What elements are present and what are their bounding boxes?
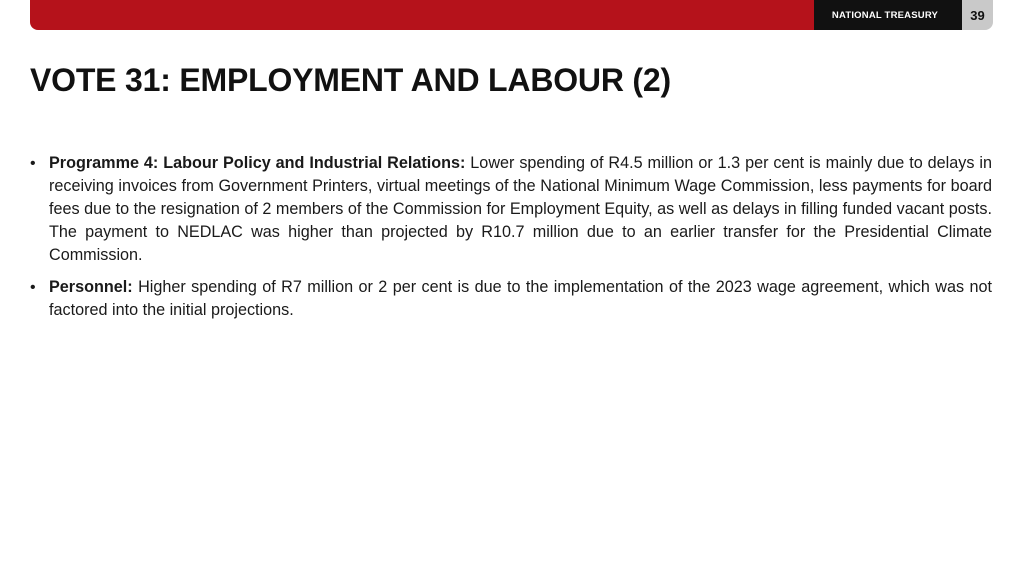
page-number: 39 — [962, 0, 993, 30]
bullet-text: Lower spending of R4.5 million or 1.3 per cent is mainly due to delays in receiving invoices from Government Printers, virtual meetings of the National Minimum Wage Commission, less payments for board fees due to the resignation of 2 members of the Commission for Employment Equity, as well as delays in filling funded vacant posts. The payment to NEDLAC was higher than projected by R10.7 million due to an earlier transfer for the Presidential Climate Commission. — [49, 154, 992, 264]
bullet-list — [30, 152, 992, 331]
header-bar — [30, 0, 993, 30]
slide-title: VOTE 31: EMPLOYMENT AND LABOUR (2) — [30, 62, 671, 98]
bullet-lead: Programme 4: Labour Policy and Industrial Relations: — [49, 154, 466, 172]
bullet-text: Higher spending of R7 million or 2 per cent is due to the implementation of the 2023 wage agreement, which was not factored into the initial projections. — [49, 278, 992, 319]
bullet-item-programme-4 — [30, 152, 992, 267]
bullet-icon: • — [30, 155, 36, 172]
header-red-band — [30, 0, 814, 30]
bullet-item-personnel — [30, 276, 992, 322]
bullet-lead: Personnel: — [49, 278, 133, 296]
bullet-icon: • — [30, 279, 36, 296]
organization-label: NATIONAL TREASURY — [814, 0, 962, 30]
